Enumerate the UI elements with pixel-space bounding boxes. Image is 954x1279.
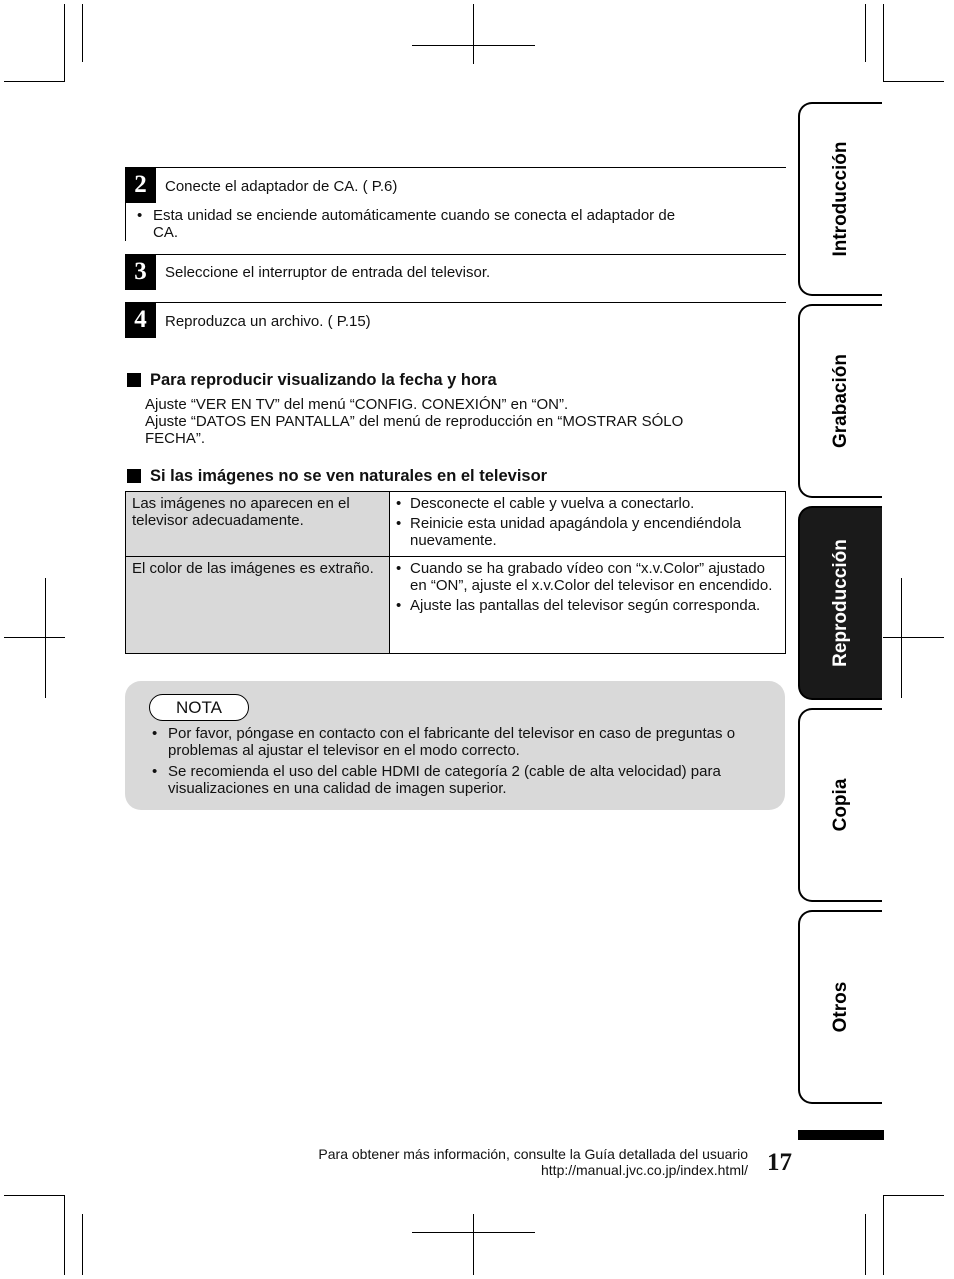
tab-reproduccion[interactable]	[798, 506, 882, 700]
section-body-line: FECHA”.	[145, 430, 205, 447]
crop-mark	[883, 4, 884, 82]
crop-mark	[82, 1214, 83, 1275]
bullet: •	[152, 763, 158, 780]
table-row	[126, 492, 786, 557]
square-bullet-icon	[127, 469, 141, 483]
solution-item: • Ajuste las pantallas del televisor según corresponda.	[396, 597, 779, 614]
section-heading	[127, 466, 547, 486]
troubleshooting-table	[125, 491, 786, 654]
step-note-text: Esta unidad se enciende automáticamente cuando se conecta el adaptador de	[153, 207, 676, 224]
crop-mark	[473, 4, 474, 64]
section-heading	[127, 370, 497, 390]
crop-mark	[473, 1214, 474, 1275]
step-divider	[125, 254, 786, 255]
bullet: •	[137, 207, 143, 224]
note-item-text: Se recomienda el uso del cable HDMI de categoría 2 (cable de alta velocidad) para visualizaciones en una calidad de imagen superior.	[168, 763, 721, 797]
solution-item: • Reinicie esta unidad apagándola y encendiéndola nuevamente.	[396, 515, 779, 549]
solution-cell	[390, 492, 786, 557]
step-divider	[125, 167, 786, 168]
crop-mark	[901, 578, 902, 698]
step-text: Seleccione el interruptor de entrada del televisor.	[165, 264, 491, 281]
tab-otros[interactable]	[798, 910, 882, 1104]
crop-mark	[45, 578, 46, 698]
crop-mark	[4, 81, 65, 82]
crop-mark	[64, 4, 65, 82]
solution-item: • Cuando se ha grabado vídeo con “x.v.Color” ajustado en “ON”, ajuste el x.v.Color del televisor en encendido.	[396, 560, 779, 594]
section-heading-text: Para reproducir visualizando la fecha y hora	[150, 371, 497, 389]
step-note-continued: CA.	[153, 224, 179, 241]
crop-mark	[883, 637, 944, 638]
crop-mark	[865, 1214, 866, 1275]
step-number: 2	[125, 167, 156, 203]
footer-guide-text: Para obtener más información, consulte la Guía detallada del usuario	[318, 1146, 748, 1162]
crop-mark	[4, 637, 65, 638]
tab-copia[interactable]	[798, 708, 882, 902]
crop-mark	[883, 1195, 944, 1196]
crop-mark	[883, 81, 944, 82]
section-body	[145, 396, 785, 447]
step-number: 3	[125, 254, 156, 290]
crop-mark	[883, 1195, 884, 1275]
square-bullet-icon	[127, 373, 141, 387]
crop-mark	[82, 4, 83, 62]
note-item	[152, 725, 768, 759]
symptom-cell: El color de las imágenes es extraño.	[126, 557, 390, 654]
crop-mark	[4, 1195, 65, 1196]
tab-introduccion[interactable]	[798, 102, 882, 296]
section-heading-text: Si las imágenes no se ven naturales en el televisor	[150, 467, 548, 485]
tab-label: Introducción	[830, 141, 851, 257]
solution-cell	[390, 557, 786, 654]
page-number: 17	[767, 1149, 792, 1176]
note-item	[152, 763, 768, 797]
crop-mark	[865, 4, 866, 62]
step-guide-line	[125, 203, 126, 241]
footer-url[interactable]: http://manual.jvc.co.jp/index.html/	[541, 1162, 748, 1178]
table-row	[126, 557, 786, 654]
section-body-line: Ajuste “VER EN TV” del menú “CONFIG. CONEXIÓN” en “ON”.	[145, 396, 569, 413]
solution-item: • Desconecte el cable y vuelva a conectarlo.	[396, 495, 779, 512]
crop-mark	[64, 1195, 65, 1275]
step-divider	[125, 302, 786, 303]
step-text: Conecte el adaptador de CA. ( P.6)	[165, 178, 398, 195]
tab-label: Copia	[830, 778, 851, 832]
section-body-line: Ajuste “DATOS EN PANTALLA” del menú de reproducción en “MOSTRAR SÓLO	[145, 413, 684, 430]
bullet: •	[152, 725, 158, 742]
symptom-cell: Las imágenes no aparecen en el televisor adecuadamente.	[126, 492, 390, 557]
note-item-text: Por favor, póngase en contacto con el fabricante del televisor en caso de preguntas o problemas al ajustar el televisor en el modo correcto.	[168, 725, 736, 759]
tab-label: Reproducción	[830, 539, 851, 667]
footer-bar	[798, 1130, 884, 1140]
step-note	[137, 207, 773, 224]
step-number: 4	[125, 302, 156, 338]
tab-label: Otros	[830, 981, 851, 1033]
note-label: NOTA	[149, 694, 249, 721]
tab-label: Grabación	[830, 354, 851, 448]
tab-grabacion[interactable]	[798, 304, 882, 498]
step-text: Reproduzca un archivo. ( P.15)	[165, 313, 371, 330]
